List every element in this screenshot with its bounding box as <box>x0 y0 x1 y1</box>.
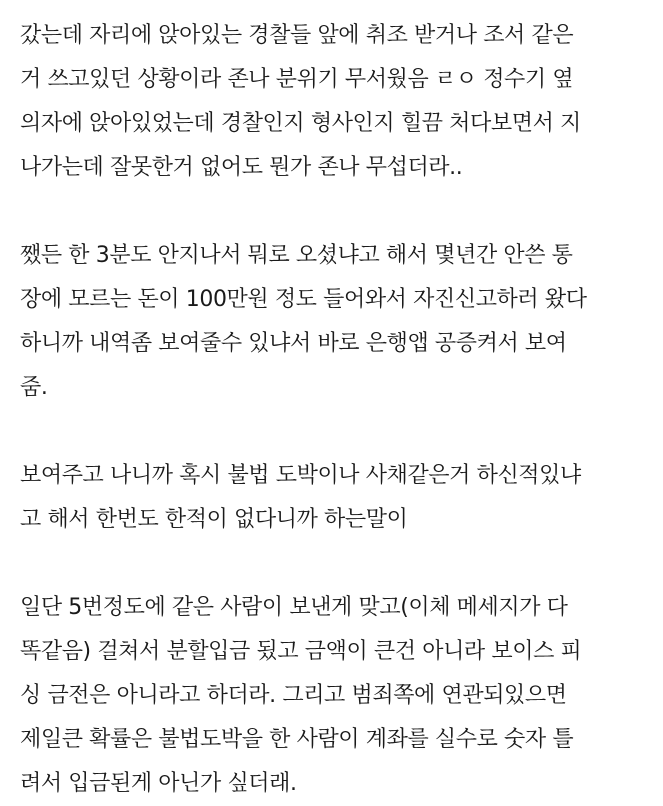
text-line: 보여주고 나니까 혹시 불법 도박이나 사채같은거 하신적있냐 <box>20 463 581 488</box>
paragraph-3 <box>20 454 663 542</box>
text-line: 거 쓰고있던 상황이라 존나 분위기 무서웠음 ㄹㅇ 정수기 옆 <box>20 67 574 92</box>
paragraph-gap <box>20 542 663 586</box>
text-line: 줌. <box>20 375 48 400</box>
paragraph-gap <box>20 410 663 454</box>
text-line: 하니까 내역좀 보여줄수 있냐서 바로 은행앱 공증켜서 보여 <box>20 331 567 356</box>
text-line: 장에 모르는 돈이 100만원 정도 들어와서 자진신고하러 왔다 <box>20 287 587 312</box>
paragraph-gap <box>20 190 663 234</box>
text-line: 고 해서 한번도 한적이 없다니까 하는말이 <box>20 507 408 532</box>
text-line: 쨌든 한 3분도 안지나서 뭐로 오셨냐고 해서 몇년간 안쓴 통 <box>20 243 573 268</box>
text-line: 의자에 앉아있었는데 경찰인지 형사인지 힐끔 처다보면서 지 <box>20 111 581 136</box>
text-line: 제일큰 확률은 불법도박을 한 사람이 계좌를 실수로 숫자 틀 <box>20 727 574 752</box>
text-line: 려서 입금된게 아닌가 싶더래. <box>20 771 297 796</box>
paragraph-2 <box>20 234 663 410</box>
text-line: 똑같음) 걸쳐서 분할입금 됬고 금액이 큰건 아니라 보이스 피 <box>20 639 582 664</box>
text-line: 나가는데 잘못한거 없어도 뭔가 존나 무섭더라.. <box>20 155 463 180</box>
paragraph-1 <box>20 14 663 190</box>
text-line: 싱 금전은 아니라고 하더라. 그리고 범죄쪽에 연관되있으면 <box>20 683 567 708</box>
text-line: 갔는데 자리에 앉아있는 경찰들 앞에 취조 받거나 조서 같은 <box>20 23 574 48</box>
text-line: 일단 5번정도에 같은 사람이 보낸게 맞고(이체 메세지가 다 <box>20 595 568 620</box>
paragraph-4 <box>20 586 663 806</box>
